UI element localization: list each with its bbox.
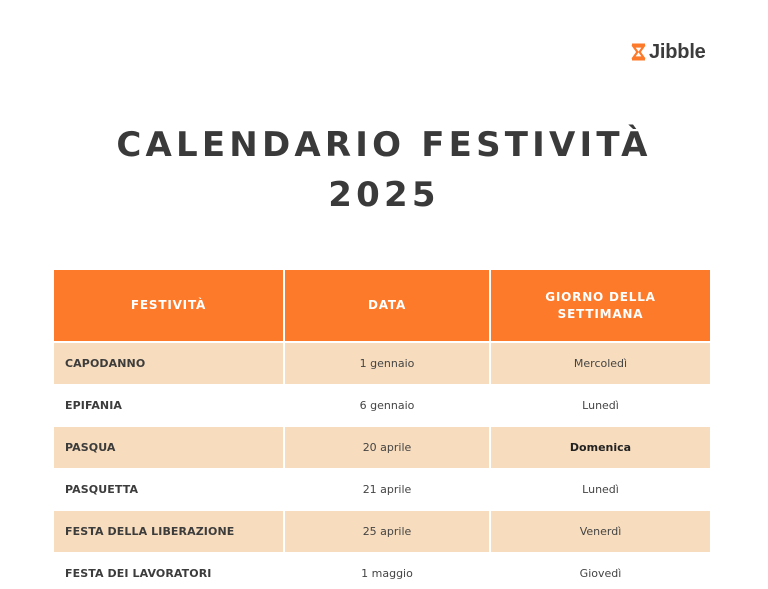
table-row: [54, 469, 710, 510]
holiday-date: 21 aprile: [362, 483, 412, 496]
holiday-date: 1 maggio: [361, 567, 413, 580]
holiday-name: PASQUA: [54, 427, 283, 468]
table-row: [54, 553, 710, 589]
column-header-weekday: GIORNO DELLA SETTIMANA: [491, 270, 710, 341]
brand-name: Jibble: [649, 41, 706, 63]
table-row: [54, 511, 710, 552]
title-line-2: 2025: [328, 175, 440, 215]
holiday-weekday: Domenica: [491, 427, 710, 468]
title-line-1: CALENDARIO FESTIVITÀ: [116, 125, 652, 165]
table-row: [54, 343, 710, 384]
holiday-weekday: Venerdì: [491, 511, 710, 552]
holiday-weekday: Mercoledì: [491, 343, 710, 384]
holiday-table: [54, 270, 710, 589]
holiday-name: FESTA DEI LAVORATORI: [65, 567, 212, 580]
holiday-date: 25 aprile: [285, 511, 489, 552]
jibble-logo: [631, 42, 706, 62]
table-header: [54, 270, 710, 341]
holiday-weekday: Lunedì: [582, 399, 619, 412]
holiday-name: CAPODANNO: [54, 343, 283, 384]
holiday-weekday: Lunedì: [582, 483, 619, 496]
holiday-name: EPIFANIA: [65, 399, 123, 412]
holiday-date: 6 gennaio: [359, 399, 415, 412]
holiday-name: PASQUETTA: [65, 483, 139, 496]
holiday-name: FESTA DELLA LIBERAZIONE: [54, 511, 283, 552]
holiday-weekday: Giovedì: [579, 567, 622, 580]
page-title: [0, 120, 768, 220]
hourglass-icon: [631, 43, 646, 61]
holiday-date: 20 aprile: [285, 427, 489, 468]
column-header-holiday: FESTIVITÀ: [54, 270, 283, 341]
table-row: [54, 385, 710, 426]
holiday-date: 1 gennaio: [285, 343, 489, 384]
column-header-date: DATA: [285, 270, 489, 341]
table-row: [54, 427, 710, 468]
